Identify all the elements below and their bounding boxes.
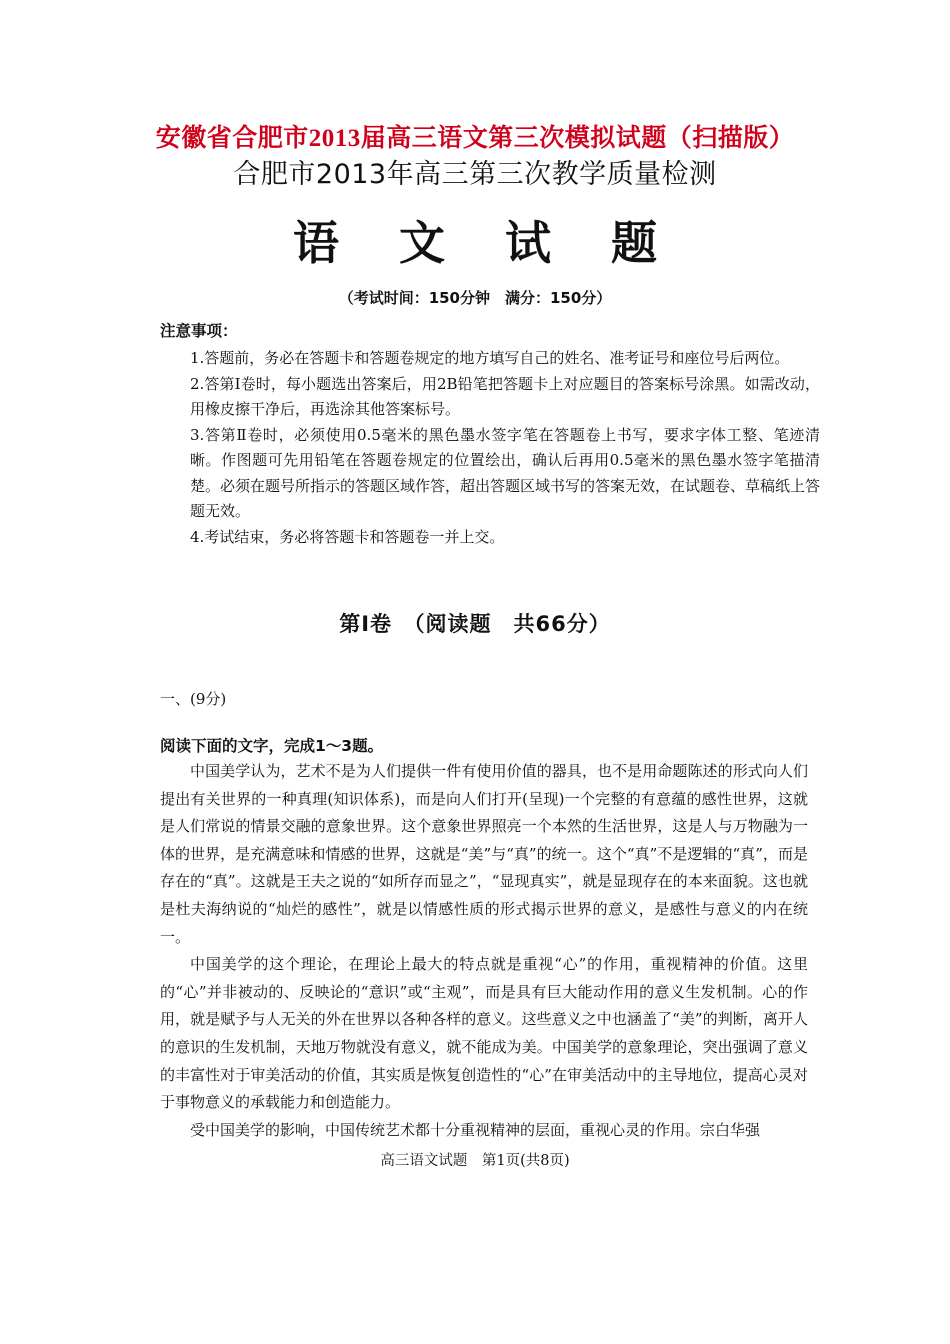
subject-title: 语 文 试 题: [292, 216, 680, 270]
passage-paragraph-2: 中国美学的这个理论，在理论上最大的特点就是重视“心”的作用，重视精神的价值。这里的“心”并非被动的、反映论的“意识”或“主观”，而是具有巨大能动作用的意义生发机制。心的作用，就是赋予与人无关的外在世界以各种各样的意义。这些意义之中也涵盖了“美”的判断，离开人的意识的生发机制，天地万物就没有意义，就不能成为美。中国美学的意象理论，突出强调了意义的丰富性对于审美活动的价值，其实质是恢复创造性的“心”在审美活动中的主导地位，提高心灵对于事物意义的承载能力和创造能力。: [160, 955, 808, 1112]
note-item-3: 3.答第Ⅱ卷时，必须使用0.5毫米的黑色墨水签字笔在答题卷上书写，要求字体工整、笔迹清晰。作图题可先用铅笔在答题卷规定的位置绘出，确认后再用0.5毫米的黑色墨水签字笔描清楚。必须在题号所指示的答题区域作答，超出答题区域书写的答案无效，在试题卷、草稿纸上答题无效。: [190, 425, 821, 520]
document-red-title: 安徽省合肥市2013届高三语文第三次模拟试题（扫描版）: [155, 125, 795, 152]
part-label: 一、(9分): [160, 690, 227, 708]
page-footer: 高三语文试题 第1页(共8页): [380, 1153, 570, 1169]
reading-instruction: 阅读下面的文字，完成1～3题。: [160, 737, 384, 755]
passage-paragraph-3: 受中国美学的影响，中国传统艺术都十分重视精神的层面，重视心灵的作用。宗白华强: [190, 1120, 761, 1139]
exam-subtitle: 合肥市2013年高三第三次教学质量检测: [233, 159, 717, 190]
section-title: 第Ⅰ卷 （阅读题 共66分）: [339, 612, 611, 636]
notes-heading: 注意事项：: [160, 322, 238, 340]
reading-passage: [160, 758, 808, 1144]
note-item-4: 4.考试结束，务必将答题卡和答题卷一并上交。: [190, 527, 505, 546]
note-item-1: 1.答题前，务必在答题卡和答题卷规定的地方填写自己的姓名、准考证号和座位号后两位。: [190, 349, 790, 367]
notes-list: [190, 346, 820, 550]
passage-paragraph-1: 中国美学认为，艺术不是为人们提供一件有使用价值的器具，也不是用命题陈述的形式向人们提出有关世界的一种真理(知识体系)，而是向人们打开(呈现)一个完整的有意蕴的感性世界，这就是人们常说的情景交融的意象世界。这个意象世界照亮一个本然的生活世界，这是人与万物融为一体的世界，是充满意味和情感的世界，这就是“美”与“真”的统一。这个“真”不是逻辑的“真”，而是存在的“真”。这就是王夫之说的“如所存而显之”，“显现真实”，就是显现存在的本来面貌。这也就是杜夫海纳说的“灿烂的感性”，就是以情感性质的形式揭示世界的意义，是感性与意义的内在统一。: [160, 762, 808, 946]
exam-time-score: （考试时间：150分钟 满分：150分）: [338, 289, 612, 307]
note-item-2: 2.答第Ⅰ卷时，每小题选出答案后，用2B铅笔把答题卡上对应题目的答案标号涂黑。如需改动，用橡皮擦干净后，再选涂其他答案标号。: [190, 374, 820, 418]
